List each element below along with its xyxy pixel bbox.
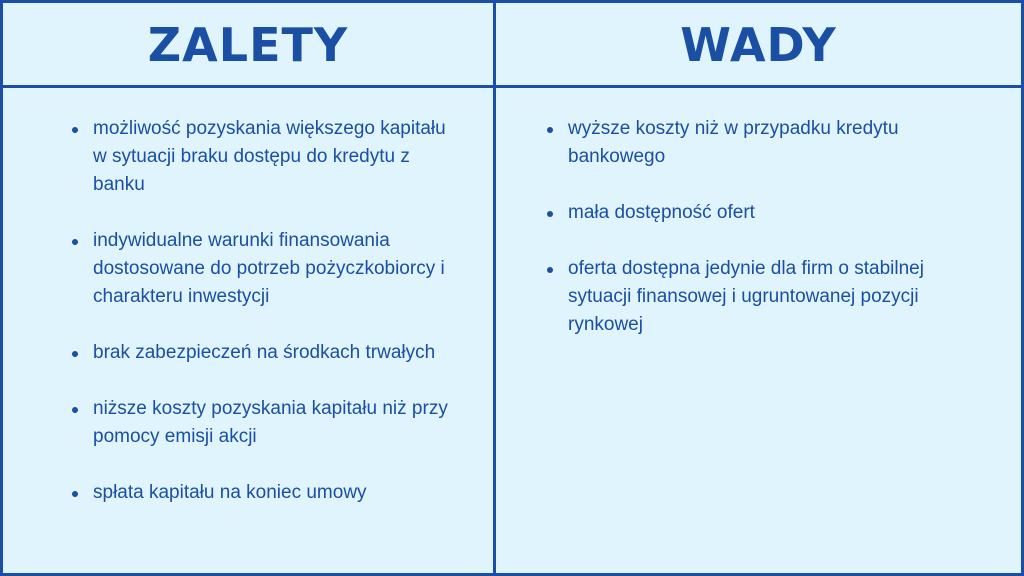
pros-column [3, 88, 496, 573]
pros-title: ZALETY [147, 18, 349, 72]
pros-list [3, 88, 493, 507]
cons-list-item: wyższe koszty niż w przypadku kredytu bankowego [546, 115, 981, 171]
cons-column [496, 88, 1021, 573]
cons-list-item: oferta dostępna jedynie dla firm o stabilnej sytuacji finansowej i ugruntowanej pozycji rynkowej [546, 255, 981, 339]
cons-list-item: mała dostępność ofert [546, 199, 981, 227]
pros-list-item: niższe koszty pozyskania kapitału niż przy pomocy emisji akcji [71, 395, 453, 451]
pros-list-item: spłata kapitału na koniec umowy [71, 479, 453, 507]
cons-list [496, 88, 1021, 339]
pros-list-item: brak zabezpieczeń na środkach trwałych [71, 339, 453, 367]
cons-header [496, 3, 1021, 88]
pros-list-item: indywidualne warunki finansowania dostosowane do potrzeb pożyczkobiorcy i charakteru inwestycji [71, 227, 453, 311]
pros-list-item: możliwość pozyskania większego kapitału w sytuacji braku dostępu do kredytu z banku [71, 115, 453, 199]
pros-header [3, 3, 496, 88]
cons-title: WADY [680, 18, 837, 72]
